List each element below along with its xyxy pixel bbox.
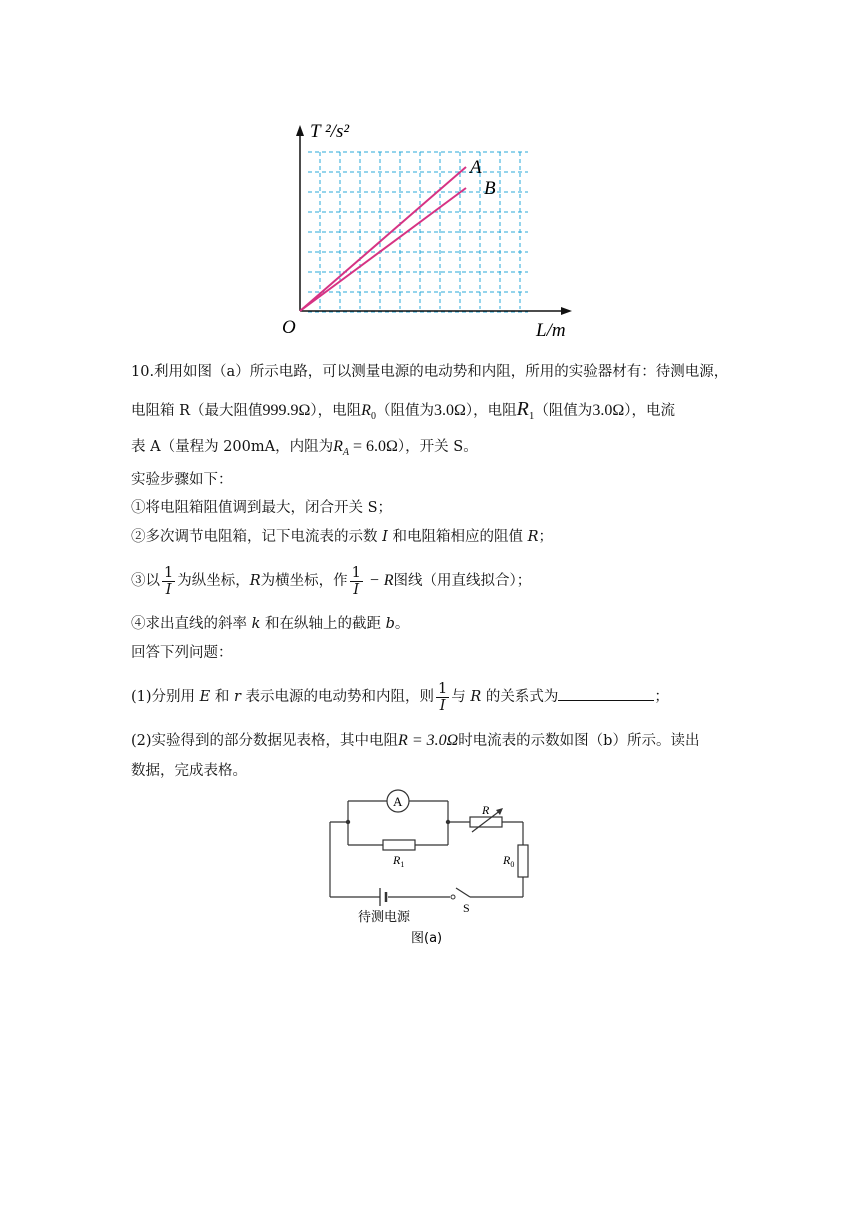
y-axis-arrow-icon (296, 125, 304, 136)
r1-label: $R_1$ (393, 853, 405, 869)
junction-node (346, 820, 350, 824)
question-part-1: (1)分别用 E 和 r 表示电源的电动势和内阻，则 $\frac{1}{I}$ 与 R 的关系式为 ； (131, 680, 669, 714)
line-b (300, 188, 466, 311)
fraction-1-over-i: $\frac{1}{I}$ (438, 680, 448, 714)
y-axis-label: T ²/s² (310, 121, 350, 142)
line-b-label: B (484, 178, 496, 199)
step-3: ③以 $\frac{1}{I}$ 为纵坐标，R为横坐标，作 $\frac{1}{I}$ − R图线（用直线拟合）； (131, 564, 532, 598)
line-a (300, 167, 466, 311)
q10-line2: 电阻箱 R（最大阻值999.9Ω），电阻$R_0$（阻值为3.0Ω），电阻$R_1$（阻值为3.0Ω），电流 (131, 398, 675, 422)
steps-title: 实验步骤如下： (131, 472, 233, 488)
x-axis-arrow-icon (561, 307, 572, 315)
q10-line1: 10.利用如图（a）所示电路，可以测量电源的电动势和内阻，所用的实验器材有：待测电源， (131, 364, 729, 380)
r-label: R (482, 803, 490, 817)
answer-blank[interactable] (558, 686, 654, 701)
circuit-diagram (320, 785, 540, 950)
switch-label: S (463, 901, 470, 915)
source-label: 待测电源 (358, 910, 411, 925)
fraction-1-over-i: $\frac{1}{I}$ (164, 564, 174, 598)
line-a-label: A (470, 157, 482, 178)
question-part-2: (2)实验得到的部分数据见表格，其中电阻R = 3.0Ω时电流表的示数如图（b）所示。读出 (131, 732, 700, 749)
answer-title: 回答下列问题： (131, 645, 233, 661)
origin-label: O (282, 317, 296, 338)
figure-caption: 图(a) (411, 931, 443, 946)
ammeter-label: A (393, 794, 403, 809)
step-1: ①将电阻箱阻值调到最大，闭合开关 S； (131, 500, 393, 516)
fraction-1-over-i: $\frac{1}{I}$ (351, 564, 361, 598)
x-axis-label: L/m (536, 320, 566, 341)
step-4: ④求出直线的斜率 k 和在纵轴上的截距 b。 (131, 616, 410, 632)
t2-l-graph (270, 115, 590, 345)
junction-node (446, 820, 450, 824)
question-part-2-line2: 数据，完成表格。 (131, 763, 247, 779)
r0-label: $R_0$ (503, 853, 515, 869)
graph-grid (308, 152, 528, 312)
step-2: ②多次调节电阻箱，记下电流表的示数 I 和电阻箱相应的阻值 R； (131, 529, 553, 545)
switch-contact (451, 895, 455, 899)
q10-line3: 表 A（量程为 200mA，内阻为$R_A = 6.0\Omega$），开关 S。 (131, 438, 478, 458)
